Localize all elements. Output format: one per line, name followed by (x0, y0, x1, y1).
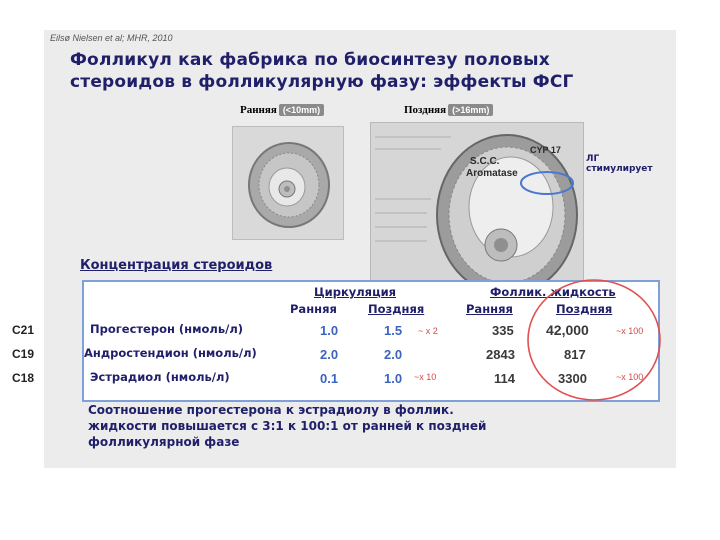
row-label-androstenedione: Андростендион (нмоль/л) (84, 346, 257, 360)
subheader-circ-late: Поздняя (368, 302, 425, 316)
cell-estr-circ-early: 0.1 (320, 371, 339, 386)
note-line-3: фолликулярной фазе (88, 435, 240, 449)
early-follicle-caption (240, 104, 324, 116)
lh-note (586, 154, 653, 174)
cell-andro-ff-early: 2843 (486, 347, 515, 362)
title-line-2: стероидов в фолликулярную фазу: эффекты ФСГ (70, 72, 574, 92)
lh-line-2: стимулирует (586, 164, 653, 174)
cell-prog-ff-early: 335 (492, 323, 514, 338)
row-label-progesterone: Прогестерон (нмоль/л) (90, 322, 244, 336)
cell-andro-circ-early: 2.0 (320, 347, 339, 362)
aromatase-label: Aromatase (466, 168, 518, 179)
late-follicle-caption (404, 104, 493, 116)
mult-prog-circ: ~ x 2 (418, 326, 438, 336)
mult-estr-circ: ~x 10 (414, 372, 437, 382)
early-follicle-image (232, 126, 344, 240)
cell-andro-circ-late: 2.0 (384, 347, 403, 362)
slide-panel (44, 30, 676, 468)
early-caption-text: Ранняя (240, 104, 277, 116)
mult-prog-ff: ~x 100 (616, 326, 644, 336)
row-label-estradiol: Эстрадиол (нмоль/л) (90, 370, 230, 384)
header-follicular-fluid: Фоллик. жидкость (490, 285, 616, 299)
cell-estr-circ-late: 1.0 (384, 371, 403, 386)
highlight-circle (524, 276, 672, 404)
note-line-1: Соотношение прогестерона к эстрадиолу в фоллик. (88, 403, 454, 417)
mult-estr-ff: ~x 100 (616, 372, 644, 382)
subheader-ff-early: Ранняя (466, 302, 513, 316)
late-caption-text: Поздняя (404, 104, 447, 116)
citation: Eilsø Nielsen et al; MHR, 2010 (50, 33, 173, 43)
subheader-ff-late: Поздняя (556, 302, 613, 316)
header-circulation: Циркуляция (314, 285, 397, 299)
cell-prog-ff-late: 42,000 (546, 322, 589, 338)
title-line-1: Фолликул как фабрика по биосинтезу половых (70, 50, 550, 70)
cell-prog-circ-early: 1.0 (320, 323, 339, 338)
cell-estr-ff-early: 114 (494, 371, 515, 386)
steroid-class-c19: C19 (12, 347, 35, 361)
early-size-badge: (<10mm) (279, 104, 324, 116)
late-size-badge: (>16mm) (448, 104, 493, 116)
cell-prog-circ-late: 1.5 (384, 323, 403, 338)
steroid-class-c21: C21 (12, 323, 35, 337)
steroid-class-c18: C18 (12, 371, 35, 385)
subheader-circ-early: Ранняя (290, 302, 337, 316)
cell-andro-ff-late: 817 (564, 347, 586, 362)
scc-label: S.C.C. (470, 156, 500, 167)
lh-line-1: ЛГ (586, 154, 600, 164)
cell-estr-ff-late: 3300 (558, 371, 587, 386)
section-title: Концентрация стероидов (80, 258, 273, 273)
note-line-2: жидкости повышается с 3:1 к 100:1 от ранней к поздней (88, 419, 487, 433)
cyp17-label: CYP 17 (530, 145, 561, 155)
conclusion-note (88, 402, 648, 450)
slide-title (70, 49, 670, 93)
early-follicle-drawing (233, 127, 343, 239)
